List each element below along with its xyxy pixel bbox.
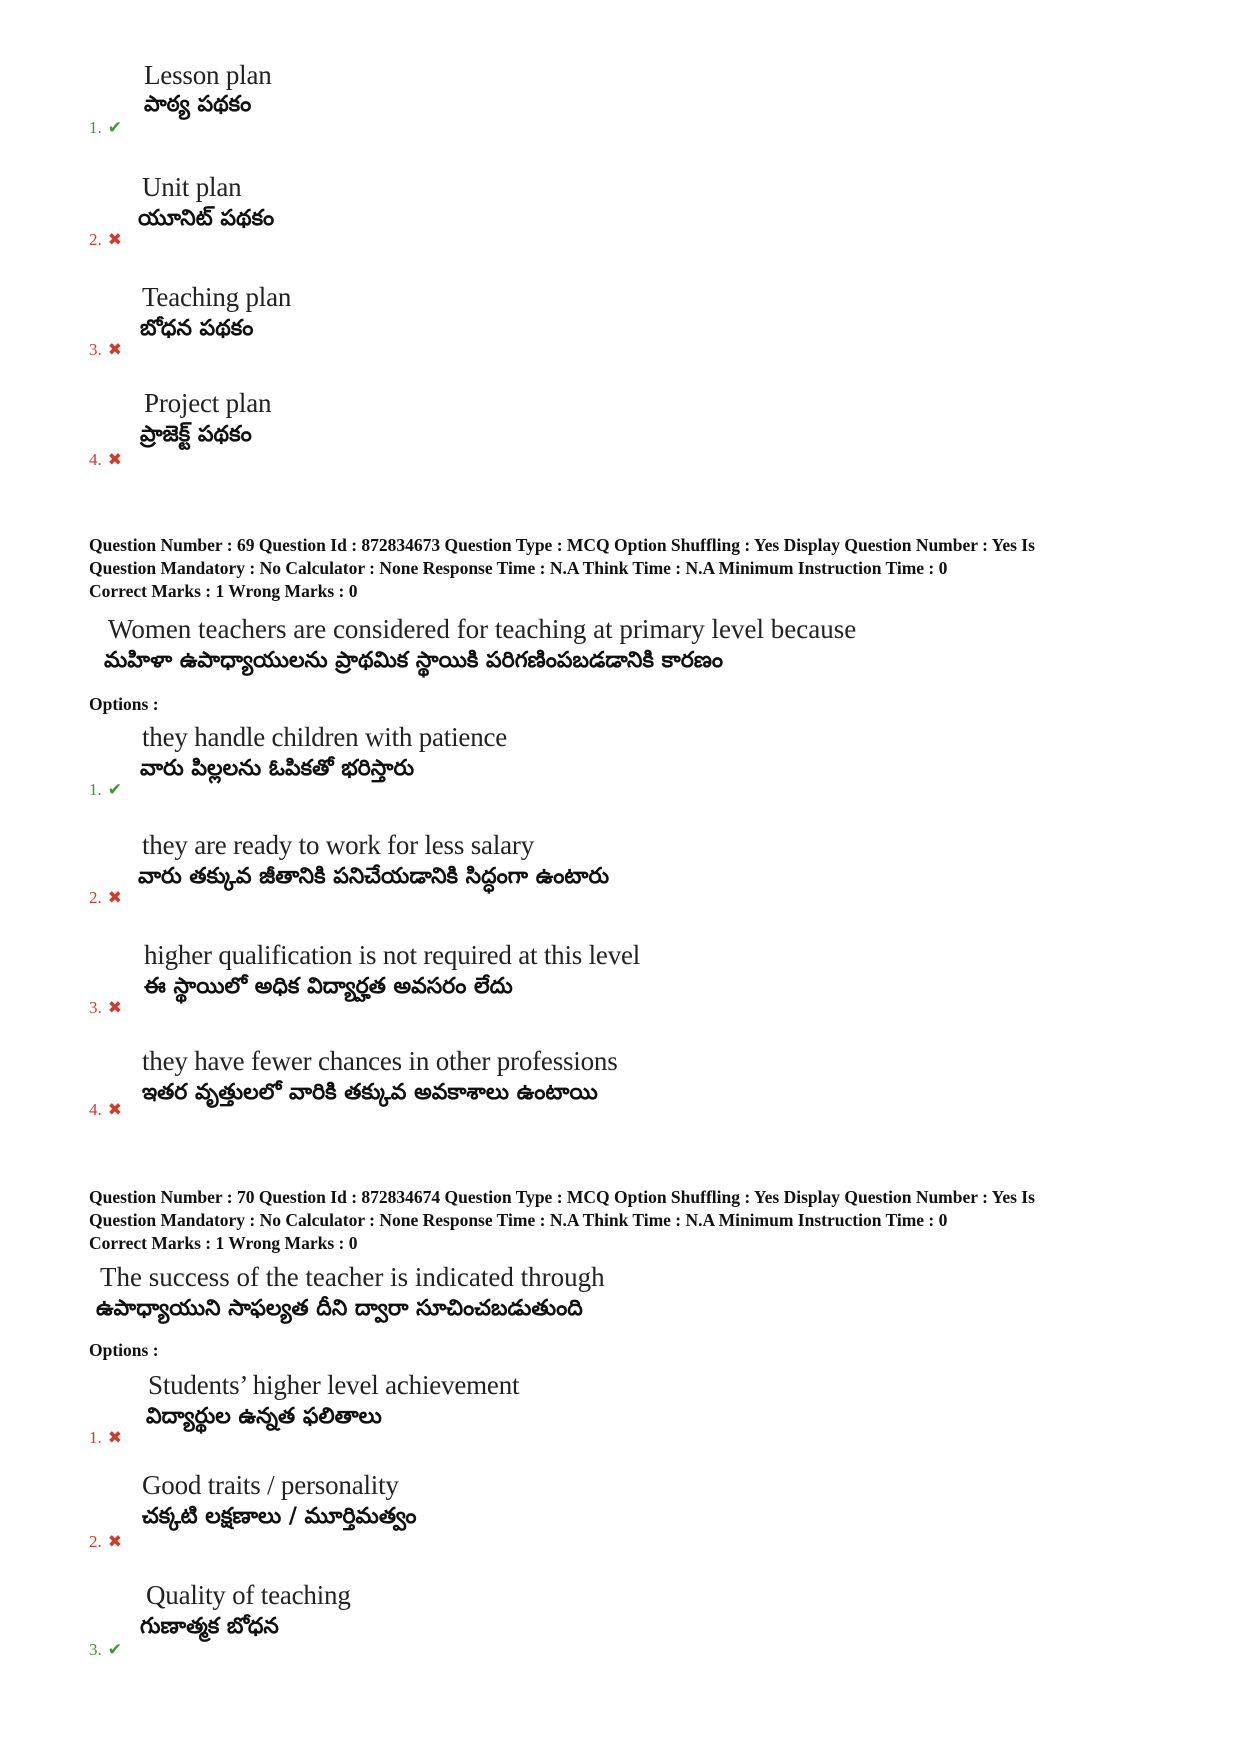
question-text-te: ఉపాధ్యాయుని సాఫల్యత దీని ద్వారా సూచించబడుతుంది bbox=[96, 1296, 583, 1321]
option-row bbox=[0, 722, 1240, 822]
option-row bbox=[0, 1046, 1240, 1146]
options-label: Options : bbox=[89, 694, 159, 714]
option-text-te: వారు పిల్లలను ఓపికతో భరిస్తారు bbox=[140, 756, 415, 781]
option-text-en: Good traits / personality bbox=[142, 1470, 399, 1500]
option-number: 2. ✖ bbox=[89, 1532, 122, 1551]
question-meta bbox=[89, 1186, 1169, 1255]
wrong-cross-icon: ✖ bbox=[107, 998, 122, 1017]
option-number: 1. ✔ bbox=[89, 118, 122, 137]
option-text-te: ఇతర వృత్తులలో వారికి తక్కువ అవకాశాలు ఉంటాయి bbox=[142, 1080, 598, 1105]
wrong-cross-icon: ✖ bbox=[107, 230, 122, 249]
wrong-cross-icon: ✖ bbox=[107, 1428, 122, 1447]
option-text-en: higher qualification is not required at this level bbox=[144, 940, 641, 970]
option-text-te: చక్కటి లక్షణాలు / మూర్తిమత్వం bbox=[142, 1504, 417, 1529]
option-text-en: Lesson plan bbox=[144, 60, 272, 90]
options-label: Options : bbox=[89, 1340, 159, 1360]
option-number: 2. ✖ bbox=[89, 230, 122, 249]
option-text-te: వారు తక్కువ జీతానికి పనిచేయడానికి సిద్ధంగా ఉంటారు bbox=[138, 864, 610, 889]
question-meta bbox=[89, 534, 1169, 603]
option-text-en: Quality of teaching bbox=[146, 1580, 351, 1610]
option-text-en: Unit plan bbox=[142, 172, 242, 202]
option-text-en: Students’ higher level achievement bbox=[148, 1370, 520, 1400]
wrong-cross-icon: ✖ bbox=[107, 450, 122, 469]
option-number: 2. ✖ bbox=[89, 888, 122, 907]
wrong-cross-icon: ✖ bbox=[107, 1100, 122, 1119]
wrong-cross-icon: ✖ bbox=[107, 1532, 122, 1551]
question-text-en: The success of the teacher is indicated through bbox=[100, 1262, 605, 1292]
option-row bbox=[0, 830, 1240, 930]
wrong-cross-icon: ✖ bbox=[107, 888, 122, 907]
correct-check-icon: ✔ bbox=[107, 118, 122, 137]
option-text-te: ప్రాజెక్ట్ పథకం bbox=[140, 422, 252, 447]
option-text-te: ఈ స్థాయిలో అధిక విద్యార్హత అవసరం లేదు bbox=[144, 974, 513, 999]
option-row bbox=[0, 172, 1240, 272]
question-text-te: మహిళా ఉపాధ్యాయులను ప్రాథమిక స్థాయికి పరిగణింపబడడానికి కారణం bbox=[104, 648, 724, 673]
option-row bbox=[0, 1370, 1240, 1470]
option-row bbox=[0, 1470, 1240, 1570]
option-number: 4. ✖ bbox=[89, 1100, 122, 1119]
question-marks: Correct Marks : 1 Wrong Marks : 0 bbox=[89, 581, 358, 601]
option-text-en: Teaching plan bbox=[142, 282, 292, 312]
correct-check-icon: ✔ bbox=[107, 780, 122, 799]
option-text-te: విద్యార్థుల ఉన్నత ఫలితాలు bbox=[146, 1404, 382, 1429]
option-number: 4. ✖ bbox=[89, 450, 122, 469]
question-meta-line: Question Mandatory : No Calculator : None Response Time : N.A Think Time : N.A Minimum Instruction Time : 0 bbox=[89, 1210, 948, 1230]
question-meta-line: Question Number : 69 Question Id : 872834673 Question Type : MCQ Option Shuffling : Yes Display Question Number : Yes Is bbox=[89, 535, 1035, 555]
question-marks: Correct Marks : 1 Wrong Marks : 0 bbox=[89, 1233, 358, 1253]
option-text-en: they are ready to work for less salary bbox=[142, 830, 534, 860]
option-number: 1. ✔ bbox=[89, 780, 122, 799]
question-meta-line: Question Mandatory : No Calculator : None Response Time : N.A Think Time : N.A Minimum Instruction Time : 0 bbox=[89, 558, 948, 578]
option-row bbox=[0, 60, 1240, 160]
option-row bbox=[0, 282, 1240, 382]
wrong-cross-icon: ✖ bbox=[107, 340, 122, 359]
question-text-en: Women teachers are considered for teaching at primary level because bbox=[108, 614, 857, 644]
option-number: 3. ✖ bbox=[89, 340, 122, 359]
question-meta-line: Question Number : 70 Question Id : 872834674 Question Type : MCQ Option Shuffling : Yes Display Question Number : Yes Is bbox=[89, 1187, 1035, 1207]
option-text-en: they handle children with patience bbox=[142, 722, 508, 752]
option-row bbox=[0, 388, 1240, 488]
option-number: 1. ✖ bbox=[89, 1428, 122, 1447]
option-row bbox=[0, 1580, 1240, 1680]
option-row bbox=[0, 940, 1240, 1040]
option-text-te: పాఠ్య పథకం bbox=[144, 92, 252, 117]
option-number: 3. ✖ bbox=[89, 998, 122, 1017]
option-text-te: గుణాత్మక బోధన bbox=[140, 1614, 279, 1639]
option-text-en: Project plan bbox=[144, 388, 272, 418]
correct-check-icon: ✔ bbox=[107, 1640, 122, 1659]
option-text-te: బోధన పథకం bbox=[140, 316, 254, 341]
option-text-te: యూనిట్ పథకం bbox=[138, 206, 275, 231]
option-text-en: they have fewer chances in other professions bbox=[142, 1046, 618, 1076]
option-number: 3. ✔ bbox=[89, 1640, 122, 1659]
